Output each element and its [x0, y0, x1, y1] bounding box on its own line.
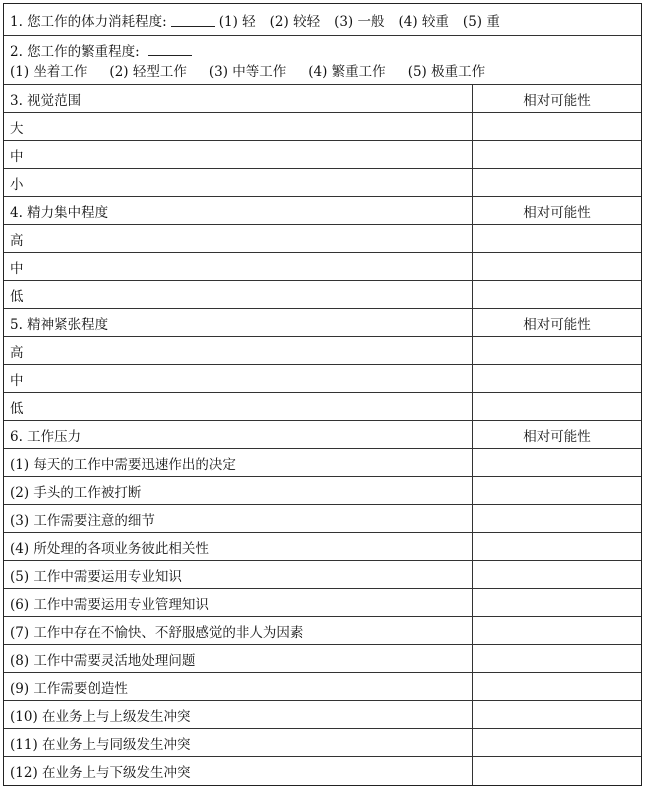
item-row: [4, 113, 641, 141]
q2-option: (3) 中等工作: [208, 64, 287, 80]
section-header-row: [4, 309, 641, 337]
likelihood-header: 相对可能性: [523, 204, 591, 221]
item-label: (11) 在业务上与同级发生冲突: [4, 729, 473, 756]
likelihood-input-cell[interactable]: [473, 757, 641, 785]
section-header-row: [4, 197, 641, 225]
likelihood-input-cell[interactable]: [473, 337, 641, 364]
likelihood-input-cell[interactable]: [473, 589, 641, 616]
question-2-label: 2. 您工作的繁重程度:: [10, 44, 140, 60]
section-title: 5. 精神紧张程度: [4, 309, 473, 336]
likelihood-input-cell[interactable]: [473, 673, 641, 700]
item-label: 中: [4, 141, 473, 168]
question-2-answer-blank[interactable]: [148, 42, 192, 56]
item-row: [4, 141, 641, 169]
likelihood-input-cell[interactable]: [473, 281, 641, 308]
item-label: 低: [4, 393, 473, 420]
likelihood-input-cell[interactable]: [473, 225, 641, 252]
item-label: (3) 工作需要注意的细节: [4, 505, 473, 532]
item-row: [4, 449, 641, 477]
q1-option: (4) 较重: [398, 13, 449, 30]
section-header-row: [4, 85, 641, 113]
sections: [4, 85, 641, 785]
item-row: [4, 617, 641, 645]
likelihood-header: 相对可能性: [523, 92, 591, 109]
item-label: 小: [4, 169, 473, 196]
item-row: [4, 561, 641, 589]
likelihood-input-cell[interactable]: [473, 561, 641, 588]
likelihood-input-cell[interactable]: [473, 617, 641, 644]
likelihood-input-cell[interactable]: [473, 393, 641, 420]
item-label: 高: [4, 337, 473, 364]
item-row: [4, 477, 641, 505]
section-title: 4. 精力集中程度: [4, 197, 473, 224]
item-label: (10) 在业务上与上级发生冲突: [4, 701, 473, 728]
question-1-label: 1. 您工作的体力消耗程度:: [10, 13, 167, 30]
item-row: [4, 281, 641, 309]
likelihood-header: 相对可能性: [523, 316, 591, 333]
item-label: 大: [4, 113, 473, 140]
item-row: [4, 225, 641, 253]
q1-option: (5) 重: [462, 13, 500, 30]
item-label: (12) 在业务上与下级发生冲突: [4, 757, 473, 785]
likelihood-input-cell[interactable]: [473, 113, 641, 140]
likelihood-input-cell[interactable]: [473, 449, 641, 476]
question-1-answer-blank[interactable]: [171, 13, 215, 27]
item-row: [4, 337, 641, 365]
questionnaire-table: [3, 3, 642, 786]
likelihood-input-cell[interactable]: [473, 169, 641, 196]
likelihood-input-cell[interactable]: [473, 701, 641, 728]
question-1-row: [4, 4, 641, 36]
likelihood-input-cell[interactable]: [473, 645, 641, 672]
section-title: 3. 视觉范围: [4, 85, 473, 112]
section-title: 6. 工作压力: [4, 421, 473, 448]
item-label: (7) 工作中存在不愉快、不舒服感觉的非人为因素: [4, 617, 473, 644]
likelihood-input-cell[interactable]: [473, 253, 641, 280]
item-row: [4, 729, 641, 757]
item-row: [4, 757, 641, 785]
likelihood-input-cell[interactable]: [473, 365, 641, 392]
q1-option: (1) 轻: [218, 13, 256, 30]
item-label: (1) 每天的工作中需要迅速作出的决定: [4, 449, 473, 476]
item-row: [4, 393, 641, 421]
item-row: [4, 589, 641, 617]
item-label: (2) 手头的工作被打断: [4, 477, 473, 504]
q2-option: (1) 坐着工作: [10, 64, 88, 80]
item-label: (6) 工作中需要运用专业管理知识: [4, 589, 473, 616]
section-header-row: [4, 421, 641, 449]
likelihood-input-cell[interactable]: [473, 505, 641, 532]
q2-option: (5) 极重工作: [407, 64, 486, 80]
likelihood-input-cell[interactable]: [473, 477, 641, 504]
item-label: (8) 工作中需要灵活地处理问题: [4, 645, 473, 672]
item-row: [4, 253, 641, 281]
item-row: [4, 365, 641, 393]
item-label: (4) 所处理的各项业务彼此相关性: [4, 533, 473, 560]
likelihood-header: 相对可能性: [523, 428, 591, 445]
item-label: 高: [4, 225, 473, 252]
item-label: 中: [4, 365, 473, 392]
item-label: 低: [4, 281, 473, 308]
q1-option: (2) 较轻: [269, 13, 321, 30]
q1-option: (3) 一般: [334, 13, 385, 30]
item-row: [4, 533, 641, 561]
item-row: [4, 673, 641, 701]
q2-option: (4) 繁重工作: [308, 64, 386, 80]
likelihood-input-cell[interactable]: [473, 141, 641, 168]
item-row: [4, 701, 641, 729]
item-row: [4, 645, 641, 673]
likelihood-input-cell[interactable]: [473, 729, 641, 756]
likelihood-input-cell[interactable]: [473, 533, 641, 560]
q2-option: (2) 轻型工作: [109, 64, 187, 80]
item-label: (5) 工作中需要运用专业知识: [4, 561, 473, 588]
item-label: 中: [4, 253, 473, 280]
item-row: [4, 169, 641, 197]
item-label: (9) 工作需要创造性: [4, 673, 473, 700]
item-row: [4, 505, 641, 533]
question-2-row: [4, 36, 641, 85]
